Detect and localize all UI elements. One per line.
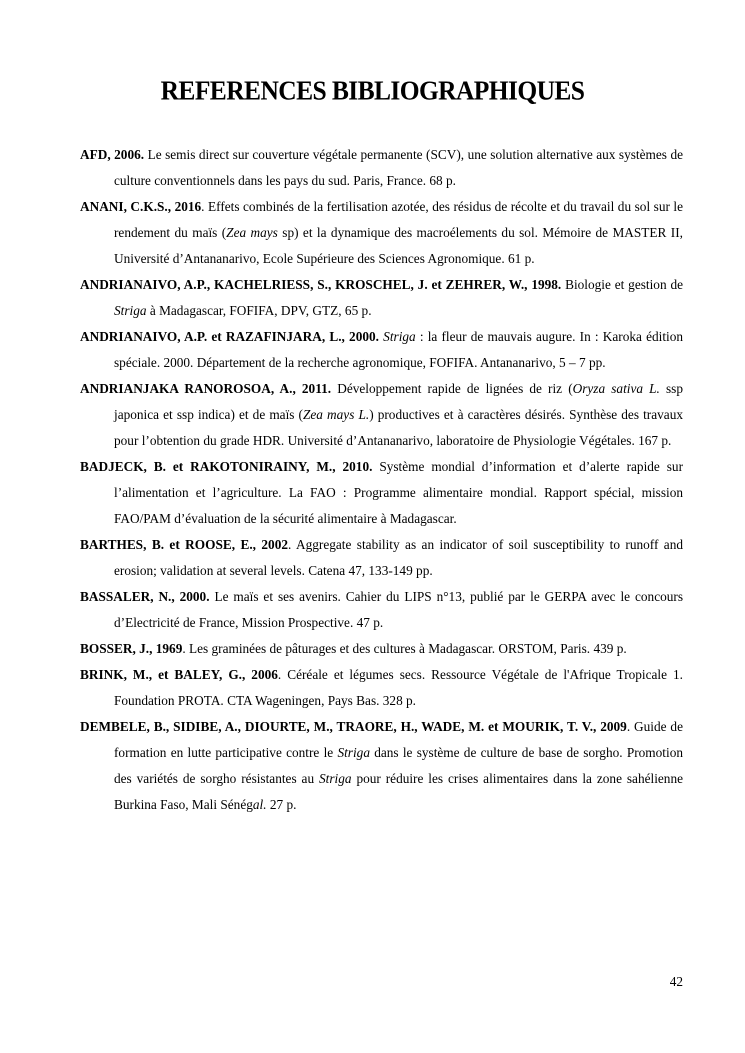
reference-entry <box>80 324 683 376</box>
reference-text: Système mondial d’information et d’alerte rapide sur l’alimentation et l’agriculture. La FAO : Programme alimentaire mondial. Rapport spécial, mission FAO/PAM d’évaluation de la sécurité alimentaire à Madagascar. <box>114 459 683 526</box>
reference-italic: Striga <box>383 329 416 344</box>
reference-text: . Céréale et légumes secs. Ressource Végétale de l'Afrique Tropicale 1. Foundation PROTA. CTA Wageningen, Pays Bas. 328 p. <box>114 667 683 708</box>
reference-entry <box>80 584 683 636</box>
reference-text: sp) et la dynamique des macroélements du sol. Mémoire de MASTER II, Université d’Antananarivo, Ecole Supérieure des Sciences Agronomique. 61 p. <box>114 225 683 266</box>
reference-text: à Madagascar, FOFIFA, DPV, GTZ, 65 p. <box>146 303 372 318</box>
reference-text: . Effets combinés de la fertilisation azotée, des résidus de récolte et du travail du sol sur le rendement du maïs ( <box>114 199 684 240</box>
reference-entry <box>80 636 683 662</box>
reference-text: Le semis direct sur couverture végétale permanente (SCV), une solution alternative aux systèmes de culture conventionnels dans les pays du sud. Paris, France. 68 p. <box>114 147 683 188</box>
reference-entry <box>80 194 683 272</box>
reference-text: Biologie et gestion de <box>561 277 683 292</box>
reference-entry <box>80 142 683 194</box>
reference-italic: Zea mays L. <box>302 407 370 422</box>
reference-text: pour réduire les crises alimentaires dans la zone sahélienne Burkina Faso, Mali Sénég <box>114 771 683 812</box>
reference-authors: ANDRIANAIVO, A.P. et RAZAFINJARA, L., 2000. <box>80 329 379 344</box>
page-title: REFERENCES BIBLIOGRAPHIQUES <box>160 74 585 107</box>
reference-text: ) productives et à caractères désirés. Synthèse des travaux pour l’obtention du grade HDR. Université d’Antananarivo, laboratoire de Physiologie Végétales. 167 p. <box>114 407 683 448</box>
reference-italic: Striga <box>319 771 352 786</box>
reference-authors: BARTHES, B. et ROOSE, E., 2002 <box>80 537 288 552</box>
reference-entry <box>80 454 683 532</box>
reference-text: 27 p. <box>266 797 297 812</box>
reference-authors: ANDRIANAIVO, A.P., KACHELRIESS, S., KROSCHEL, J. et ZEHRER, W., 1998. <box>80 277 562 292</box>
reference-italic: Striga <box>337 745 370 760</box>
reference-italic: Oryza sativa L. <box>572 381 660 396</box>
reference-text: : la fleur de mauvais augure. In : Karoka édition spéciale. 2000. Département de la recherche agronomique, FOFIFA. Antananarivo, 5 – 7 pp. <box>114 329 684 370</box>
reference-entry <box>80 662 683 714</box>
reference-entry <box>80 376 683 454</box>
reference-authors: ANANI, C.K.S., 2016 <box>80 199 202 214</box>
reference-text: Le maïs et ses avenirs. Cahier du LIPS n°13, publié par le GERPA avec le concours d’Electricité de France, Mission Prospective. 47 p. <box>114 589 683 630</box>
reference-text: . Aggregate stability as an indicator of soil susceptibility to runoff and erosion; validation at several levels. Catena 47, 133-149 pp. <box>114 537 683 578</box>
reference-authors: AFD, 2006. <box>80 147 145 162</box>
reference-text: dans le système de culture de base de sorgho. Promotion des variétés de sorgho résistantes au <box>114 745 683 786</box>
reference-authors: BADJECK, B. et RAKOTONIRAINY, M., 2010. <box>80 459 373 474</box>
reference-authors: BASSALER, N., 2000. <box>80 589 210 604</box>
reference-italic: Striga <box>114 303 147 318</box>
reference-authors: BRINK, M., et BALEY, G., 2006 <box>80 667 278 682</box>
reference-entry <box>80 532 683 584</box>
reference-italic: Zea mays <box>226 225 278 240</box>
reference-entry <box>80 272 683 324</box>
page-number: 42 <box>669 974 683 989</box>
reference-text: . Les graminées de pâturages et des cultures à Madagascar. ORSTOM, Paris. 439 p. <box>182 641 627 656</box>
reference-text: ssp japonica et ssp indica) et de maïs ( <box>114 381 683 422</box>
reference-italic: al. <box>252 797 267 812</box>
reference-authors: ANDRIANJAKA RANOROSOA, A., 2011. <box>80 381 332 396</box>
reference-authors: BOSSER, J., 1969 <box>80 641 183 656</box>
reference-text: . Guide de formation en lutte participative contre le <box>114 719 683 760</box>
reference-list <box>80 142 683 818</box>
reference-entry <box>80 714 683 818</box>
reference-text: Développement rapide de lignées de riz ( <box>331 381 573 396</box>
reference-authors: DEMBELE, B., SIDIBE, A., DIOURTE, M., TRAORE, H., WADE, M. et MOURIK, T. V., 2009 <box>80 719 627 734</box>
